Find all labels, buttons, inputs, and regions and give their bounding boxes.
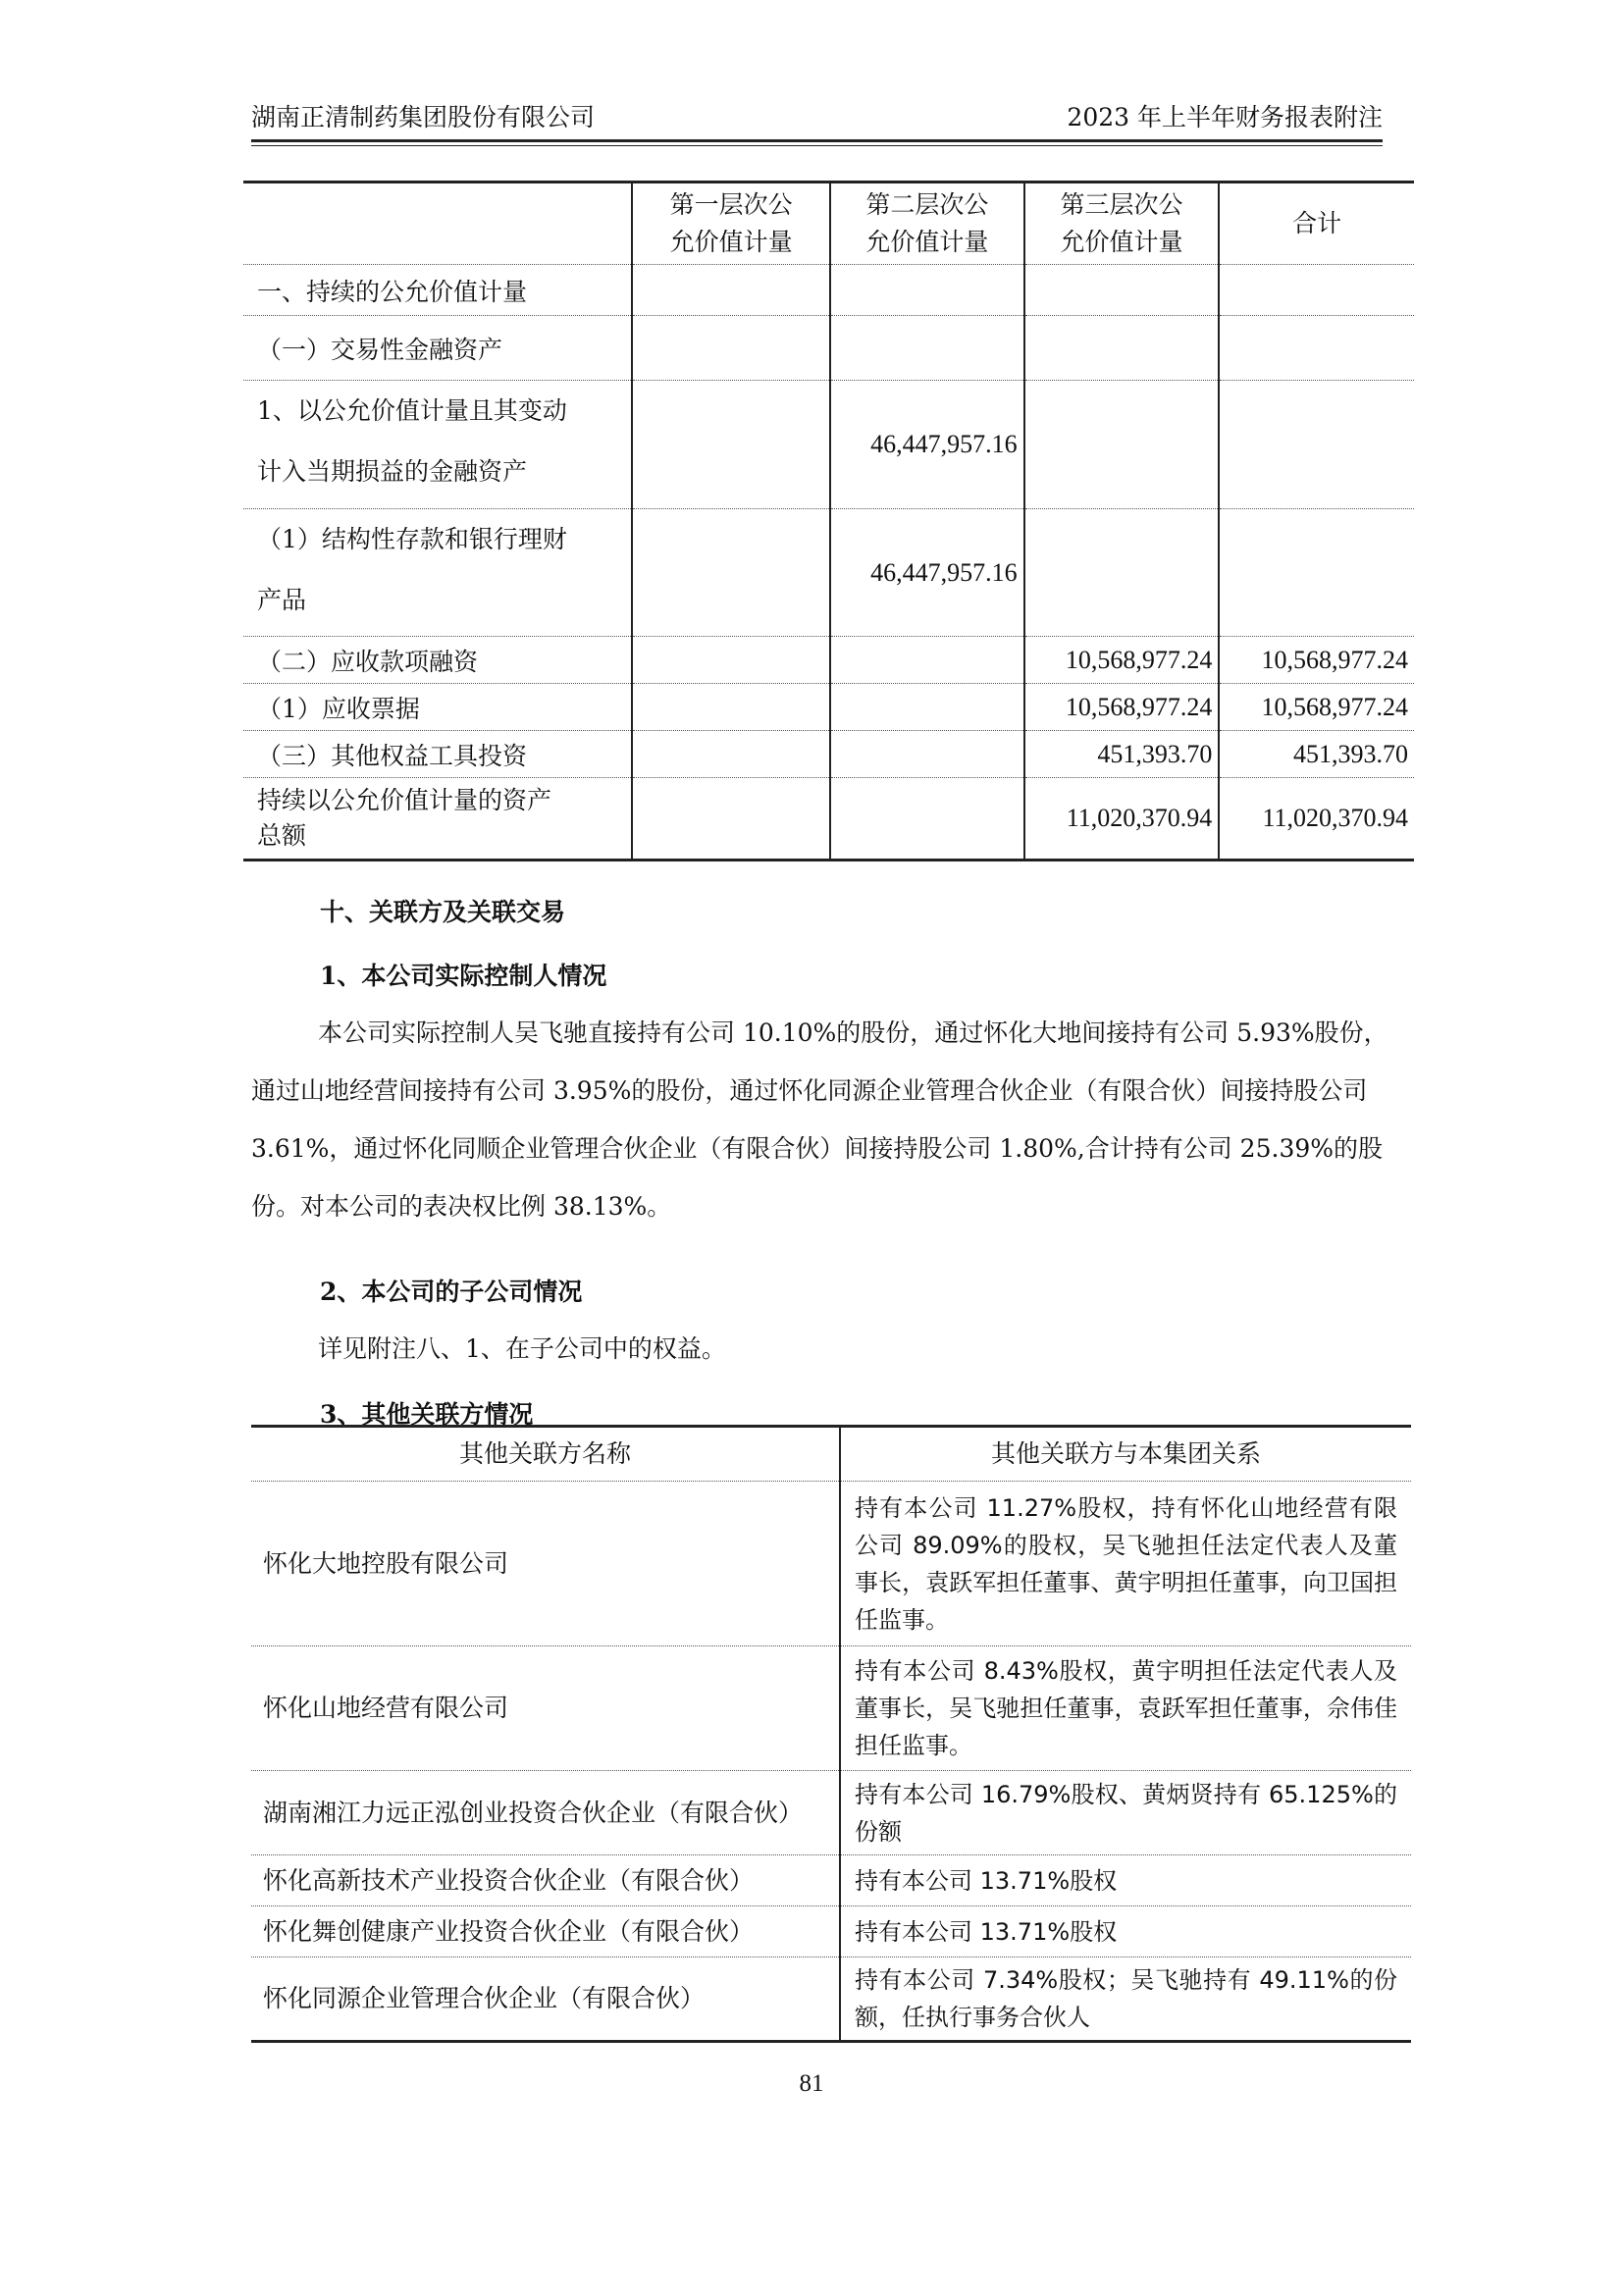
cell-l1 xyxy=(632,731,830,778)
table-row xyxy=(243,778,1414,861)
cell-l2 xyxy=(830,778,1024,861)
table-row xyxy=(243,381,1414,509)
cell-total: 451,393.70 xyxy=(1219,731,1414,778)
cell-l2 xyxy=(830,316,1024,381)
party-relation: 持有本公司 13.71%股权 xyxy=(840,1855,1411,1906)
table-row xyxy=(243,265,1414,316)
cell-l3: 11,020,370.94 xyxy=(1024,778,1220,861)
paragraph xyxy=(251,1320,1389,1378)
row-label: （三）其他权益工具投资 xyxy=(243,731,632,778)
cell-l2: 46,447,957.16 xyxy=(830,381,1024,509)
table-row xyxy=(251,1646,1411,1771)
cell-l3 xyxy=(1024,316,1220,381)
cell-l1 xyxy=(632,316,830,381)
cell-total xyxy=(1219,381,1414,509)
paragraph-text: 本公司实际控制人吴飞驰直接持有公司 10.10%的股份，通过怀化大地间接持有公司 5.93%股份，通过山地经营间接持有公司 3.95%的股份，通过怀化同源企业管理合伙企业（有限合伙）间接持股公司 3.61%，通过怀化同顺企业管理合伙企业（有限合伙）间接持股公司 1.80%,合计持有公司 25.39%的股份。对本公司的表决权比例 38.13%。 xyxy=(251,1018,1388,1221)
cell-l1 xyxy=(632,381,830,509)
row-label-line2: 计入当期损益的金融资产 xyxy=(257,457,528,486)
row-label: 一、持续的公允价值计量 xyxy=(243,265,632,316)
cell-l3 xyxy=(1024,509,1220,637)
row-label-line1: （1）结构性存款和银行理财 xyxy=(257,525,567,553)
row-label-line1: 持续以公允价值计量的资产 xyxy=(257,786,552,814)
col-level2: 第二层次公允价值计量 xyxy=(830,183,1024,265)
cell-l1 xyxy=(632,509,830,637)
cell-l1 xyxy=(632,778,830,861)
table-row xyxy=(243,684,1414,731)
row-label xyxy=(243,381,632,509)
section-title: 十、关联方及关联交易 xyxy=(320,898,566,926)
cell-l2 xyxy=(830,265,1024,316)
party-name: 湖南湘江力远正泓创业投资合伙企业（有限合伙） xyxy=(251,1771,840,1855)
subsection-title: 1、本公司实际控制人情况 xyxy=(320,962,607,990)
cell-l3: 10,568,977.24 xyxy=(1024,637,1220,684)
cell-l2 xyxy=(830,637,1024,684)
cell-total: 10,568,977.24 xyxy=(1219,684,1414,731)
col-level3: 第三层次公允价值计量 xyxy=(1024,183,1220,265)
table-row xyxy=(251,1855,1411,1906)
table-row xyxy=(251,1906,1411,1957)
table-row xyxy=(251,1771,1411,1855)
party-relation: 持有本公司 11.27%股权，持有怀化山地经营有限公司 89.09%的股权，吴飞驰担任法定代表人及董事长，袁跃军担任董事、黄宇明担任董事，向卫国担任监事。 xyxy=(840,1482,1411,1646)
party-relation: 持有本公司 8.43%股权，黄宇明担任法定代表人及董事长，吴飞驰担任董事，袁跃军担任董事，佘伟佳担任监事。 xyxy=(840,1646,1411,1771)
party-name: 怀化同源企业管理合伙企业（有限合伙） xyxy=(251,1957,840,2042)
table-header-row xyxy=(243,183,1414,265)
cell-total xyxy=(1219,265,1414,316)
row-label-line2: 产品 xyxy=(257,586,307,614)
cell-total xyxy=(1219,316,1414,381)
party-name: 怀化高新技术产业投资合伙企业（有限合伙） xyxy=(251,1855,840,1906)
table-header-row xyxy=(251,1427,1411,1482)
cell-l3: 10,568,977.24 xyxy=(1024,684,1220,731)
cell-l2 xyxy=(830,731,1024,778)
col-level1: 第一层次公允价值计量 xyxy=(632,183,830,265)
row-label: （1）应收票据 xyxy=(243,684,632,731)
party-name: 怀化舞创健康产业投资合伙企业（有限合伙） xyxy=(251,1906,840,1957)
party-relation: 持有本公司 7.34%股权；吴飞驰持有 49.11%的份额，任执行事务合伙人 xyxy=(840,1957,1411,2042)
company-name: 湖南正清制药集团股份有限公司 xyxy=(251,103,596,131)
header-rule-thin xyxy=(251,145,1383,146)
cell-total: 11,020,370.94 xyxy=(1219,778,1414,861)
cell-l2: 46,447,957.16 xyxy=(830,509,1024,637)
header-rule xyxy=(251,139,1383,142)
header-blank xyxy=(243,183,632,265)
row-label: （一）交易性金融资产 xyxy=(243,316,632,381)
row-label-line1: 1、以公允价值计量且其变动 xyxy=(257,396,567,425)
table-row xyxy=(243,637,1414,684)
cell-total xyxy=(1219,509,1414,637)
related-parties-table xyxy=(251,1425,1411,2043)
col-total: 合计 xyxy=(1219,183,1414,265)
paragraph xyxy=(251,1004,1389,1235)
page-header xyxy=(251,98,1383,137)
table-row xyxy=(251,1482,1411,1646)
col-relation: 其他关联方与本集团关系 xyxy=(840,1427,1411,1482)
cell-l1 xyxy=(632,637,830,684)
cell-l2 xyxy=(830,684,1024,731)
row-label xyxy=(243,778,632,861)
subsection-title: 2、本公司的子公司情况 xyxy=(320,1278,583,1306)
table-row xyxy=(243,316,1414,381)
subsection-title: 3、其他关联方情况 xyxy=(320,1400,534,1429)
cell-l3: 451,393.70 xyxy=(1024,731,1220,778)
table-row xyxy=(251,1957,1411,2042)
report-title: 2023 年上半年财务报表附注 xyxy=(1067,103,1383,131)
cell-l3 xyxy=(1024,381,1220,509)
party-relation: 持有本公司 16.79%股权、黄炳贤持有 65.125%的份额 xyxy=(840,1771,1411,1855)
fair-value-table xyxy=(243,181,1414,861)
row-label-line2: 总额 xyxy=(257,821,307,850)
party-name: 怀化大地控股有限公司 xyxy=(251,1482,840,1646)
col-name: 其他关联方名称 xyxy=(251,1427,840,1482)
party-name: 怀化山地经营有限公司 xyxy=(251,1646,840,1771)
paragraph-text: 详见附注八、1、在子公司中的权益。 xyxy=(318,1334,726,1363)
party-relation: 持有本公司 13.71%股权 xyxy=(840,1906,1411,1957)
cell-total: 10,568,977.24 xyxy=(1219,637,1414,684)
row-label: （二）应收款项融资 xyxy=(243,637,632,684)
table-row xyxy=(243,731,1414,778)
table-row xyxy=(243,509,1414,637)
cell-l3 xyxy=(1024,265,1220,316)
page-number: 81 xyxy=(799,2070,824,2097)
cell-l1 xyxy=(632,265,830,316)
row-label xyxy=(243,509,632,637)
cell-l1 xyxy=(632,684,830,731)
